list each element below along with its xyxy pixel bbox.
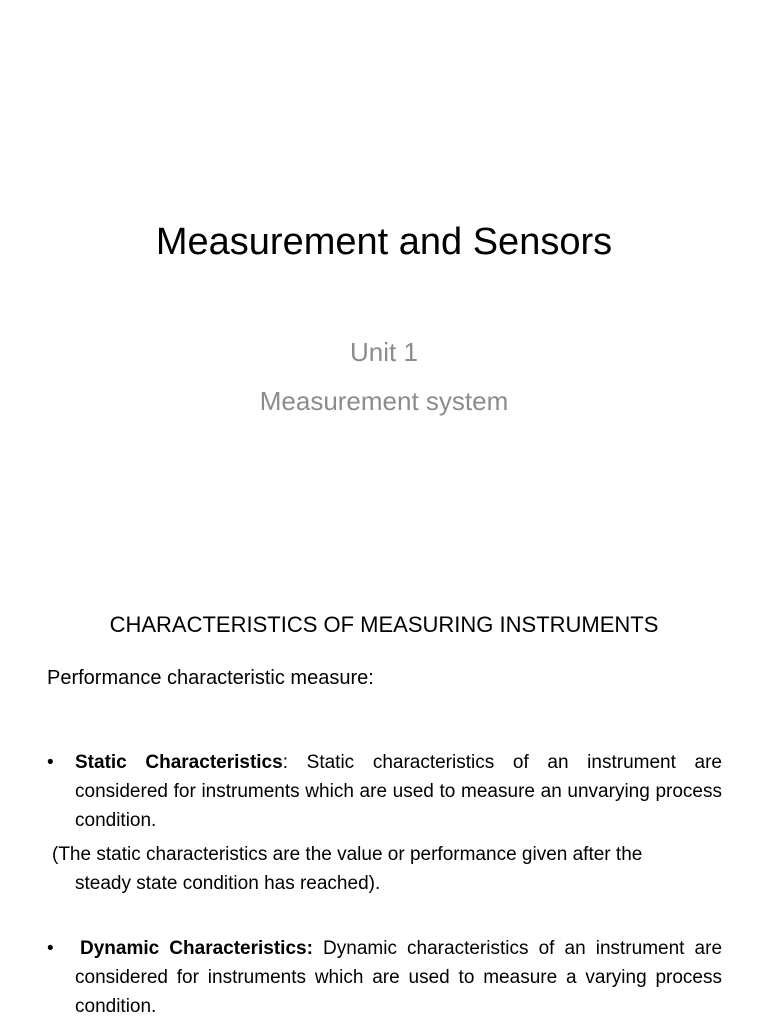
slide-subtitle-unit: Unit 1 [350,337,418,367]
static-note [52,840,722,898]
content-slide [0,512,768,1024]
bullet-term: Static Characteristics [75,752,283,773]
bullet-term: Dynamic Characteristics: [80,938,313,959]
note-line-2: steady state condition has reached). [75,873,381,894]
bullet-dynamic-characteristics [47,934,722,1021]
bullet-separator: : [282,752,307,773]
intro-text: Performance characteristic measure: [47,667,374,689]
bullet-description: Static characteristics of an instrument are considered for instruments which are used to measure an unvarying process condition. [75,752,722,831]
note-line-1: (The static characteristics are the value or performance given after the [52,844,643,865]
slide-title: Measurement and Sensors [155,221,613,263]
bullet-dot-icon: • [47,752,54,773]
bullet-static-characteristics [47,748,722,835]
bullet-text [75,748,722,835]
bullet-text [75,934,722,1021]
bullet-dot-icon: • [47,938,54,959]
bullet-description: Dynamic characteristics of an instrument are considered for instruments which are used to measure a varying process condition. [75,938,723,1017]
slide-heading: CHARACTERISTICS OF MEASURING INSTRUMENTS [109,612,659,637]
slide-subtitle-topic: Measurement system [259,386,509,416]
